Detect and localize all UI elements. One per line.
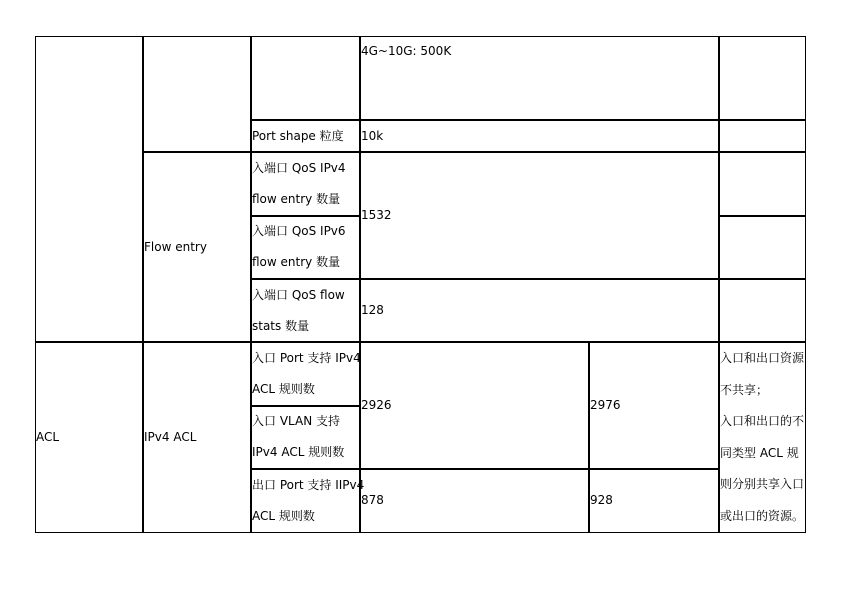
flow-entry-shared-value: 1532 — [361, 208, 392, 222]
ingress-vlan-acl-line1: 入口 VLAN 支持 — [252, 414, 340, 428]
value-cell-port-shape — [360, 120, 719, 152]
value-cell-ingress-acl-a — [360, 342, 589, 469]
speed-range-note: 4G~10G: 500K — [361, 44, 452, 58]
egress-port-acl-line1: 出口 Port 支持 IIPv4 — [252, 478, 365, 492]
value-cell-egress-acl-a — [360, 469, 589, 533]
acl-remark-line: 入口和出口资源 — [720, 351, 805, 365]
ingress-flow-stats-line2: stats 数量 — [252, 319, 310, 333]
egress-acl-value-b: 928 — [590, 493, 613, 507]
port-shape-label: Port shape 粒度 — [252, 129, 344, 143]
item-cell-blank — [251, 36, 360, 120]
remark-cell-2 — [719, 120, 806, 152]
ingress-ipv6-flow-line2: flow entry 数量 — [252, 255, 341, 269]
ingress-ipv6-flow-line1: 入端口 QoS IPv6 — [252, 224, 346, 238]
ingress-ipv4-flow-line1: 入端口 QoS IPv4 — [252, 161, 346, 175]
remark-cell-3 — [719, 152, 806, 216]
ingress-flow-stats-value: 128 — [361, 303, 384, 317]
ingress-port-acl-line2: ACL 规则数 — [252, 382, 315, 396]
group-ipv4-acl-label: IPv4 ACL — [144, 430, 197, 444]
ingress-ipv4-flow-line2: flow entry 数量 — [252, 192, 341, 206]
remark-cell-4 — [719, 216, 806, 279]
group-cell-top — [143, 36, 251, 152]
egress-port-acl-line2: ACL 规则数 — [252, 509, 315, 523]
egress-acl-value-a: 878 — [361, 493, 384, 507]
port-shape-value: 10k — [361, 129, 384, 143]
category-cell-top — [35, 36, 143, 342]
acl-remark-line: 入口和出口的不 — [720, 414, 805, 428]
group-flow-entry-label: Flow entry — [144, 240, 207, 254]
ingress-flow-stats-line1: 入端口 QoS flow — [252, 288, 345, 302]
value-cell-flow-entry — [360, 152, 719, 279]
ingress-vlan-acl-line2: IPv4 ACL 规则数 — [252, 445, 345, 459]
acl-remark-line: 或出口的资源。 — [720, 508, 805, 523]
ingress-acl-value-a: 2926 — [361, 398, 392, 412]
ingress-port-acl-line1: 入口 Port 支持 IPv4 — [252, 351, 361, 365]
remark-cell-5 — [719, 279, 806, 342]
category-acl-label: ACL — [36, 430, 60, 444]
ingress-acl-value-b: 2976 — [590, 398, 621, 412]
acl-remark-line: 不共享； — [720, 382, 769, 397]
value-cell-flow-stats — [360, 279, 719, 342]
remark-cell-1 — [719, 36, 806, 120]
acl-remark-line: 则分别共享入口 — [720, 477, 805, 491]
acl-remark-line: 同类型 ACL 规 — [720, 445, 799, 460]
